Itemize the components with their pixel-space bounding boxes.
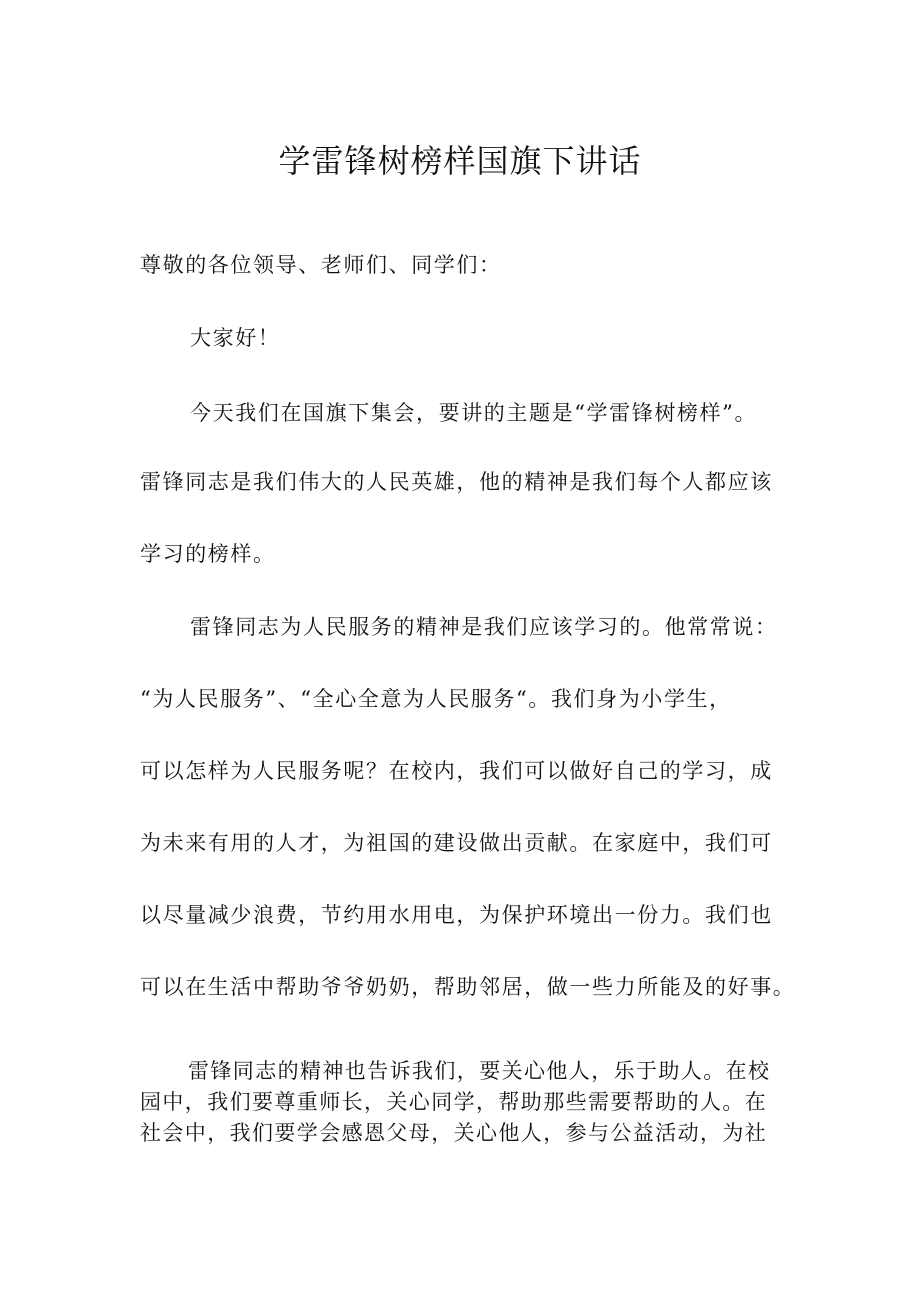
paragraph-3 <box>140 1056 780 1149</box>
paragraph-2-line-5: 以尽量减少浪费，节约用水用电，为保护环境出一份力。我们也 <box>140 903 773 927</box>
paragraph-2-line-3: 可以怎样为人民服务呢？在校内，我们可以做好自己的学习，成 <box>140 759 773 783</box>
paragraph-2-line-4: 为未来有用的人才，为祖国的建设做出贡献。在家庭中，我们可 <box>140 831 773 855</box>
paragraph-2-line-2: “为人民服务”、“全心全意为人民服务“。我们身为小学生， <box>140 687 732 711</box>
paragraph-3-line-1: 雷锋同志的精神也告诉我们，要关心他人，乐于助人。在校 <box>188 1059 771 1083</box>
paragraph-2-line-1: 雷锋同志为人民服务的精神是我们应该学习的。他常常说： <box>190 615 778 639</box>
paragraph-1-line-2: 雷锋同志是我们伟大的人民英雄，他的精神是我们每个人都应该 <box>140 470 773 494</box>
document-title: 学雷锋树榜样国旗下讲话 <box>278 142 642 180</box>
paragraph-1-line-1: 今天我们在国旗下集会，要讲的主题是“学雷锋树榜样”。 <box>190 401 758 425</box>
salutation: 尊敬的各位领导、老师们、同学们： <box>140 253 502 277</box>
paragraph-2-line-6: 可以在生活中帮助爷爷奶奶，帮助邻居，做一些力所能及的好事。 <box>140 975 796 999</box>
paragraph-3-line-3: 社会中，我们要学会感恩父母，关心他人，参与公益活动，为社 <box>140 1121 768 1145</box>
greeting: 大家好！ <box>190 326 281 350</box>
paragraph-1-line-3: 学习的榜样。 <box>140 542 276 566</box>
paragraph-3-line-2: 园中，我们要尊重师长，关心同学，帮助那些需要帮助的人。在 <box>140 1090 768 1114</box>
